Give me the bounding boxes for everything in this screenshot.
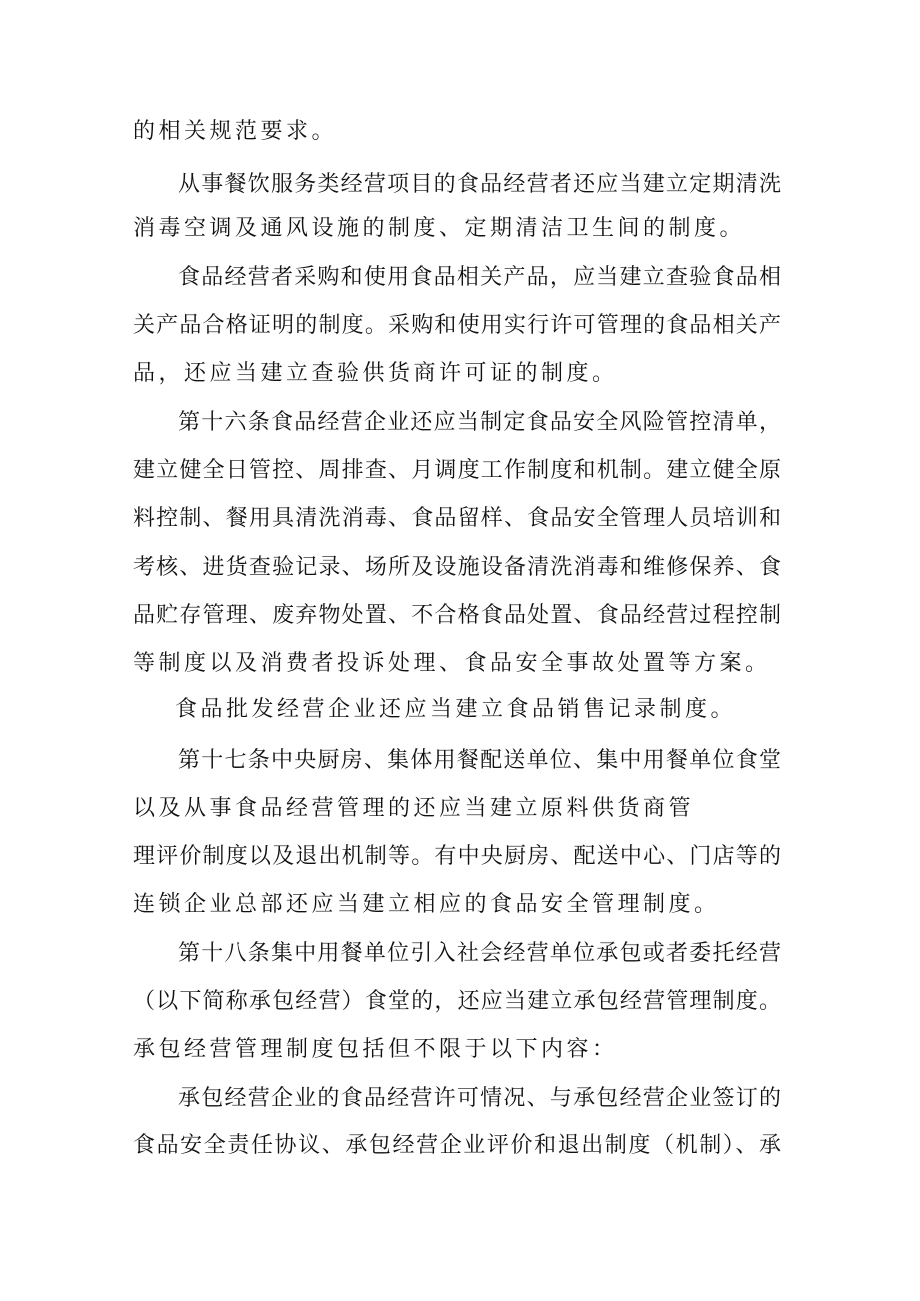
text-line-18: 第十八条集中用餐单位引入社会经营单位承包或者委托经营 (178, 941, 781, 966)
text-line-6: 品，还应当建立查验供货商许可证的制度。 (133, 361, 618, 386)
text-line-2: 从事餐饮服务类经营项目的食品经营者还应当建立定期清洗 (178, 172, 781, 197)
text-line-8: 建立健全日管控、周排查、月调度工作制度和机制。建立健全原 (133, 458, 781, 483)
text-line-20: 承包经营管理制度包括但不限于以下内容： (133, 1037, 618, 1062)
text-line-19: （以下简称承包经营）食堂的，还应当建立承包经营管理制度。 (133, 989, 781, 1014)
text-line-5: 关产品合格证明的制度。采购和使用实行许可管理的食品相关产 (133, 313, 781, 338)
text-line-7: 第十六条食品经营企业还应当制定食品安全风险管控清单， (178, 410, 781, 435)
text-line-3: 消毒空调及通风设施的制度、定期清洁卫生间的制度。 (133, 216, 746, 241)
text-line-15: 以及从事食品经营管理的还应当建立原料供货商管 (133, 796, 695, 821)
text-line-14: 第十七条中央厨房、集体用餐配送单位、集中用餐单位食堂 (178, 748, 781, 773)
text-line-13: 食品批发经营企业还应当建立食品销售记录制度。 (175, 697, 737, 722)
text-line-9: 料控制、餐用具清洗消毒、食品留样、食品安全管理人员培训和 (133, 506, 781, 531)
text-line-4: 食品经营者采购和使用食品相关产品，应当建立查验食品相 (178, 265, 781, 290)
text-line-12: 等制度以及消费者投诉处理、食品安全事故处置等方案。 (133, 651, 771, 676)
text-line-21: 承包经营企业的食品经营许可情况、与承包经营企业签订的 (178, 1086, 781, 1111)
text-line-10: 考核、进货查验记录、场所及设施设备清洗消毒和维修保养、食 (133, 555, 781, 580)
text-line-17: 连锁企业总部还应当建立相应的食品安全管理制度。 (133, 892, 720, 917)
text-line-16: 理评价制度以及退出机制等。有中央厨房、配送中心、门店等的 (133, 844, 781, 869)
text-line-11: 品贮存管理、废弃物处置、不合格食品处置、食品经营过程控制 (133, 603, 781, 628)
text-line-22: 食品安全责任协议、承包经营企业评价和退出制度（机制）、承 (133, 1133, 781, 1158)
text-line-1: 的相关规范要求。 (133, 119, 338, 144)
